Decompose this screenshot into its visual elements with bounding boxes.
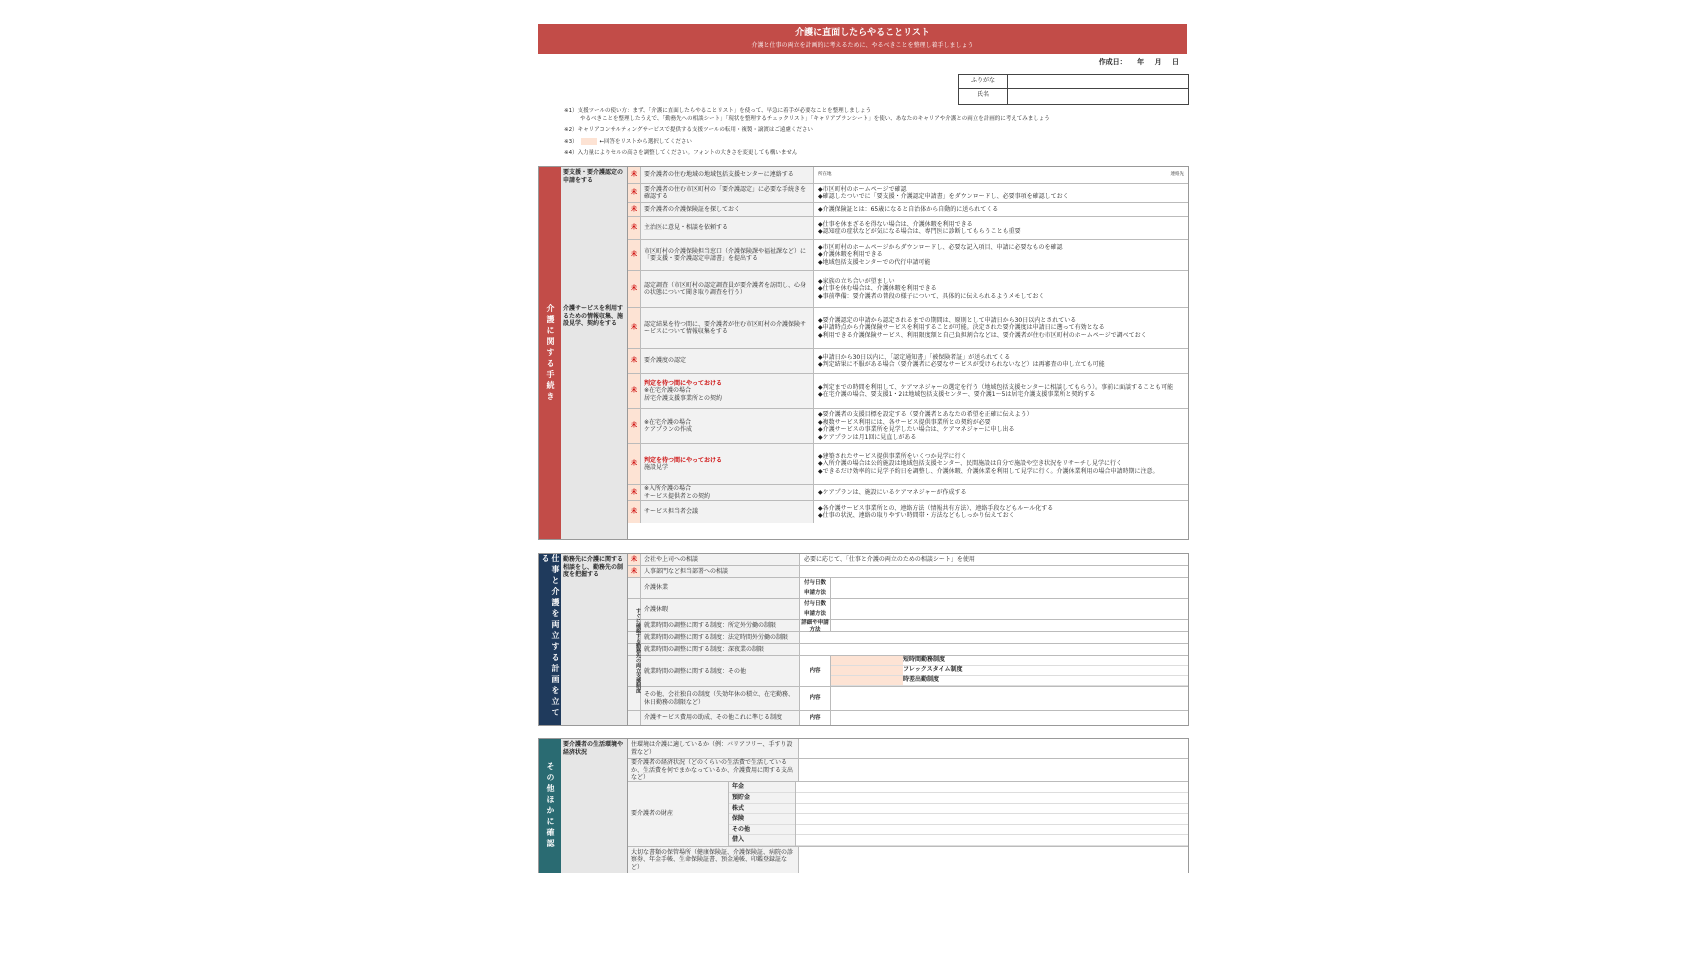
- info-line: ◆申請時点から介護保険サービスを利用することが可能。決定された要介護度は申請日に遡って有効となる: [818, 324, 1105, 332]
- table-row: [628, 349, 1188, 374]
- section3-group: [561, 739, 628, 873]
- task-cell: [641, 578, 800, 598]
- info-line: ◆各介護サービス事業所との、連絡方法（情報共有方法）、連絡手段などもルール化する: [818, 504, 1054, 512]
- input-cell[interactable]: [799, 759, 1188, 781]
- input-cell[interactable]: [831, 687, 1188, 710]
- task-label: 就業時間の調整に関する制度：法定時間外労働の制限: [644, 634, 789, 642]
- table-row: [628, 308, 1188, 349]
- info-line: ◆申請日から30日以内に、「認定通知書」「被保険者証」が送られてくる: [818, 353, 1011, 361]
- section3-band: その他ほかに確認: [539, 739, 561, 873]
- info-line: ◆判定までの時間を利用して、ケアマネジャーの選定を行う（地域包括支援センターに相談してもらう）。事前に面談することも可能: [818, 383, 1174, 391]
- task-cell: [641, 349, 814, 373]
- task-cell: [628, 759, 799, 781]
- section1-band: 介護に関する手続き: [539, 167, 561, 539]
- option-check[interactable]: [831, 676, 849, 685]
- task-cell: [641, 271, 814, 307]
- task-cell: [641, 644, 800, 655]
- option-fill[interactable]: [849, 666, 903, 675]
- table-row: [628, 687, 1188, 711]
- input-cell[interactable]: [799, 847, 1188, 873]
- task-cell: [641, 184, 814, 202]
- info-line: ◆介護サービスの事業所を見学したい場合は、ケアマネジャーに申し出る: [818, 426, 1015, 433]
- info-cell: [814, 184, 1188, 202]
- task-cell: [641, 620, 800, 631]
- asset-label: 借入: [729, 835, 795, 846]
- status-select[interactable]: 未: [628, 240, 641, 270]
- task-cell: [641, 217, 814, 239]
- task-cell: [628, 847, 799, 873]
- task-label: 就業時間の調整に関する制度：所定外労働の制限: [644, 622, 777, 630]
- info-line: ◆介護保険証とは：65歳になると自治体から自動的に送られてくる: [818, 205, 999, 213]
- page-subtitle: 介護と仕事の両立を計画的に考えるために、やるべきことを整理し着手しましょう: [751, 42, 974, 50]
- table-row: [628, 578, 1188, 599]
- name-label: 氏名: [959, 89, 1008, 104]
- status-select[interactable]: 未: [628, 374, 641, 408]
- task-label: 施設見学: [644, 464, 669, 471]
- section1-groups: [561, 167, 628, 539]
- detail-labels: [800, 599, 831, 619]
- info-line: ◆仕事の状況、連絡の取りやすい時間帯・方法などもしっかり伝えておく: [818, 512, 1015, 519]
- task-sublabel: 居宅介護支援事業所との契約: [644, 394, 723, 402]
- care-checklist-sheet: [538, 24, 1187, 871]
- group-certification: 要支援・要介護認定の申請をする: [563, 169, 624, 184]
- task-label: ※在宅介護の場合: [644, 418, 692, 426]
- task-label: 主治医に意見・相談を依頼する: [644, 224, 729, 232]
- task-cell: [641, 632, 800, 643]
- status-select[interactable]: 未: [628, 203, 641, 216]
- note-2: ※2）キャリアコンサルティングサービスで提供する支援ツールの転用・複製・譲渡はご遠慮ください: [564, 126, 813, 133]
- task-cell: [641, 711, 800, 725]
- task-label: 就業時間の調整に関する制度：その他: [644, 667, 747, 675]
- date-month: 月: [1154, 58, 1162, 66]
- info-line: 必要に応じて、「仕事と介護の両立のための相談シート」を使用: [804, 555, 975, 563]
- task-label: 市区町村の介護保険担当窓口（介護保険課や福祉課など）に「要支援・要介護認定申請書」を提出する: [644, 247, 807, 262]
- page-title: 介護に直面したらやることリスト: [795, 28, 930, 38]
- table-row: [628, 620, 1188, 632]
- status-select[interactable]: 未: [628, 444, 641, 484]
- task-label: 要介護者の財産: [631, 810, 674, 818]
- group-service-usage: 介護サービスを利用するための情報収集、施設見学、契約をする: [563, 305, 624, 327]
- input-cell[interactable]: [831, 711, 1188, 725]
- created-date-line: [538, 54, 1187, 72]
- detail-labels: [800, 620, 831, 634]
- info-cell: [814, 444, 1188, 484]
- info-line: 所在地: [818, 172, 832, 178]
- info-cell: [814, 203, 1188, 216]
- info-line: ◆確認したついでに「要支援・介護認定申請書」をダウンロードし、必要事項を確認しておく: [818, 193, 1069, 200]
- detail-label: 内容: [809, 667, 821, 674]
- info-cell: [814, 409, 1188, 443]
- info-cell: [814, 217, 1188, 239]
- detail-labels: [800, 711, 831, 725]
- table-row: [628, 167, 1188, 184]
- task-cell: [641, 566, 800, 577]
- section3-rows: [628, 739, 1188, 873]
- info-line: ◆要介護者の支援目標を設定する（要介護者とあなたの希望を正確に伝えよう）: [818, 411, 1033, 418]
- task-label: 住環境は介護に適しているか（例：バリアフリー、手すり設置など）: [631, 741, 793, 756]
- note-4: ※4）入力量によりセルの高さを調整してください。フォントの大きさを変更しても構いません: [564, 149, 798, 156]
- task-cell: [641, 409, 814, 443]
- section-care-procedures: [538, 166, 1189, 540]
- table-row: [628, 759, 1188, 782]
- table-row: [628, 444, 1188, 485]
- task-label: 介護休暇: [644, 605, 669, 613]
- input-cell[interactable]: [800, 644, 1188, 655]
- group-living-environment: 要介護者の生活環境や経済状況: [563, 741, 624, 756]
- input-cell[interactable]: [799, 739, 1188, 758]
- input-cell[interactable]: [831, 656, 1188, 686]
- option-label: 時差出勤制度: [903, 676, 940, 684]
- table-row: [628, 203, 1188, 217]
- option-label: フレックスタイム制度: [903, 666, 963, 674]
- task-label: ※入所介護の場合: [644, 485, 692, 492]
- info-line: ◆利用できる介護保険サービス、利用限度額と自己負担割合などは、要介護者が住む市区町村のホームページで調べておく: [818, 331, 1147, 339]
- date-label: 作成日：: [1098, 58, 1127, 66]
- info-cell: [814, 501, 1188, 523]
- detail-label: 内容: [809, 714, 821, 721]
- table-row: [628, 409, 1188, 444]
- asset-input[interactable]: [796, 782, 1188, 793]
- task-label: 要介護度の認定: [644, 357, 687, 365]
- input-cell[interactable]: [831, 620, 1188, 631]
- status-select[interactable]: 未: [628, 501, 641, 523]
- asset-values: [796, 782, 1188, 846]
- option-fill[interactable]: [849, 656, 903, 665]
- input-cell[interactable]: [831, 578, 1188, 598]
- status-select[interactable]: 未: [628, 308, 641, 348]
- table-row: [628, 485, 1188, 501]
- task-cell: [628, 739, 799, 758]
- detail-label: 申請方法: [803, 610, 826, 617]
- note-3: [564, 138, 1184, 146]
- status-select[interactable]: 未: [628, 184, 641, 202]
- asset-label: 預貯金: [729, 793, 795, 804]
- pending-swatch: [581, 138, 597, 145]
- table-row: [628, 632, 1188, 644]
- task-note: 判定を待つ間にやっておける: [644, 456, 723, 464]
- input-cell[interactable]: [800, 554, 1188, 565]
- option-row: [831, 656, 1188, 666]
- detail-label: 詳細や申請方法: [801, 620, 829, 634]
- info-cell: [814, 485, 1188, 500]
- table-row: [628, 782, 1188, 847]
- info-line: ◆市区町村のホームページからダウンロードし、必要な記入項目、申請に必要なものを確認: [818, 243, 1063, 251]
- task-cell: [641, 240, 814, 270]
- info-line: ◆できるだけ効率的に見学予約日を調整し、介護休暇、介護休業を利用して見学に行く。介護休業利用の場合申請時期に注意。: [818, 467, 1159, 475]
- task-cell: [641, 444, 814, 484]
- date-year: 年: [1137, 58, 1145, 66]
- task-label: 会社や上司への相談: [644, 555, 699, 563]
- info-line: ◆要介護認定の申請から認定されるまでの期間は、原則として申請日から30日以内とされている: [818, 316, 1077, 324]
- asset-input[interactable]: [796, 814, 1188, 825]
- task-label: 要介護者の住む市区町村の「要介護認定」に必要な手続きを確認する: [644, 185, 807, 200]
- task-label: サービス担当者会議: [644, 508, 699, 516]
- table-row: [628, 217, 1188, 240]
- status-select[interactable]: 未: [628, 485, 641, 500]
- info-line: ◆判定結果に不服がある場合（要介護者に必要なサービスが受けられないなど）は再審査の申し立ても可能: [818, 361, 1105, 368]
- task-label: 要介護者の介護保険証を探しておく: [644, 205, 741, 213]
- task-sublabel: ケアプランの作成: [644, 426, 693, 433]
- task-label: 認定調査（市区町村の認定調査員が要介護者を訪問し、心身の状態について聞き取り調査を行う）: [644, 281, 807, 296]
- task-cell: [641, 687, 800, 710]
- asset-label: 保険: [729, 814, 795, 825]
- info-cell: [814, 271, 1188, 307]
- option-row: [831, 676, 1188, 686]
- task-label: 介護サービス費用の助成、その他これに準じる制度: [644, 714, 783, 722]
- task-label: 要介護者の経済状況（どのくらいの生活費で生活しているか、生活費を何でまかなっているか、介護費用に関する支出など）: [631, 759, 794, 782]
- task-cell: [641, 599, 800, 619]
- asset-items: [729, 782, 796, 846]
- furigana-label: ふりがな: [959, 75, 1008, 88]
- detail-labels: [800, 687, 831, 710]
- note-3-label: ※3）: [564, 138, 578, 145]
- info-line: ◆事前準備：要介護者の普段の様子について、具体的に伝えられるようメモしておく: [818, 292, 1045, 300]
- info-line: ◆市区町村のホームページで確認: [818, 185, 907, 193]
- detail-labels: [800, 656, 831, 686]
- option-label: 短時間勤務制度: [903, 656, 946, 664]
- task-cell: [641, 501, 814, 523]
- asset-input[interactable]: [796, 825, 1188, 836]
- section2-rows: [628, 554, 1188, 725]
- task-cell: [641, 485, 814, 500]
- option-check[interactable]: [831, 666, 849, 675]
- status-select[interactable]: 未: [628, 271, 641, 307]
- table-row: [628, 847, 1188, 873]
- status-select[interactable]: 未: [628, 554, 641, 565]
- table-row: [628, 599, 1188, 620]
- task-label: 介護休業: [644, 584, 669, 592]
- section2-band: 仕事と介護を両立する計画を立てる: [539, 554, 561, 725]
- detail-label: 付与日数: [803, 579, 826, 586]
- task-label: 認定結果を待つ間に、要介護者が住む市区町村の介護保険サービスについて情報収集をする: [644, 320, 807, 335]
- info-cell: [814, 374, 1188, 408]
- table-row: [628, 739, 1188, 759]
- date-day: 日: [1172, 58, 1179, 66]
- table-row: [628, 184, 1188, 203]
- status-select[interactable]: 未: [628, 167, 641, 183]
- input-cell[interactable]: [831, 599, 1188, 619]
- task-label: 要介護者の住む地域の地域包括支援センターに連絡する: [644, 171, 794, 179]
- section-other-checks: [538, 738, 1189, 873]
- task-cell: [641, 554, 800, 565]
- status-select[interactable]: 未: [628, 349, 641, 373]
- group-workplace: 勤務先に介護に関する相談をし、勤務先の制度を把握する: [563, 556, 624, 578]
- input-cell[interactable]: [800, 632, 1188, 643]
- asset-label: 年金: [729, 782, 795, 793]
- task-cell: [641, 167, 814, 183]
- note-1: ※1）支援ツールの使い方：まず、「介護に直面したらやることリスト」を使って、早急に着手が必要なことを整理しましょう: [564, 108, 872, 114]
- section2-group: [561, 554, 628, 725]
- note-3-text: ←回答をリストから選択してください: [599, 138, 692, 145]
- table-row: [628, 374, 1188, 409]
- detail-label: 内容: [809, 695, 821, 702]
- info-line: ◆介護休暇を利用できる: [818, 251, 883, 259]
- task-label: ※在宅介護の場合: [644, 387, 692, 395]
- option-fill[interactable]: [849, 676, 903, 685]
- detail-label: 付与日数: [803, 600, 826, 607]
- table-row: [628, 240, 1188, 271]
- table-row: [628, 554, 1188, 566]
- task-sublabel: サービス提供者との契約: [644, 492, 711, 500]
- info-line: ◆在宅介護の場合、要支援1・2は地域包括支援センター、要介護1～5は居宅介護支援事業所と契約する: [818, 391, 1096, 398]
- info-cell: [814, 308, 1188, 348]
- info-line: 連絡先: [1170, 172, 1184, 178]
- status-select[interactable]: 未: [628, 566, 641, 577]
- table-row: [628, 644, 1188, 656]
- asset-input[interactable]: [796, 793, 1188, 804]
- info-line: ◆地域包括支援センターでの代行申請可能: [818, 258, 931, 266]
- task-label: 大切な書類の保管場所（健康保険証、介護保険証、病院の診察券、年金手帳、生命保険証書、預金通帳、印鑑登録証など）: [631, 848, 794, 871]
- task-cell: [641, 308, 814, 348]
- task-note: 判定を待つ間にやっておける: [644, 379, 723, 387]
- table-row: [628, 501, 1188, 523]
- task-label: その他、会社独自の制度（失効年休の積立、在宅勤務、休日勤務の制限など）: [644, 691, 795, 706]
- info-line: ◆入所介護の場合は公的施設は地域包括支援センター、民間施設は自分で施設や空き状況をリサーチし見学に行く: [818, 460, 1123, 468]
- option-row: [831, 666, 1188, 676]
- info-line: ◆認知症の症状などが気になる場合は、専門医に診断してもらうことも重要: [818, 228, 1021, 235]
- name-field[interactable]: [1008, 89, 1188, 104]
- info-cell: [814, 240, 1188, 270]
- task-cell: [641, 203, 814, 216]
- task-cell: [628, 782, 729, 846]
- table-row: [628, 711, 1188, 725]
- furigana-field[interactable]: [1008, 75, 1188, 88]
- vertical-label: すぐに確認する勤務先の両立支援制度: [635, 607, 641, 693]
- info-cell: [814, 349, 1188, 373]
- detail-labels: [800, 578, 831, 598]
- detail-label: 申請方法: [803, 589, 826, 596]
- name-box: [958, 74, 1189, 105]
- info-line: ◆家族の立ち合いが望ましい: [818, 277, 895, 285]
- info-line: ◆ケアプランは、施設にいるケアマネジャーが作成する: [818, 488, 967, 496]
- task-label: 人事部門など担当部署への相談: [644, 567, 729, 575]
- asset-label: 株式: [729, 804, 795, 815]
- status-select[interactable]: 未: [628, 409, 641, 443]
- section-work-care-plan: [538, 553, 1189, 726]
- input-cell[interactable]: [800, 566, 1188, 577]
- task-label: 就業時間の調整に関する制度：深夜業の制限: [644, 646, 765, 654]
- info-line: ◆仕事を休む場合は、介護休暇を利用できる: [818, 285, 937, 293]
- note-1b: やるべきことを整理したうえで、「勤務先への相談シート」「現状を整理するチェックリスト」「キャリアプランシート」を使い、あなたのキャリアや介護との両立を計画的に考えてみましょう: [580, 115, 1050, 122]
- asset-input[interactable]: [796, 835, 1188, 846]
- usage-notes: [564, 108, 1184, 160]
- info-line: ◆仕事を休まざるを得ない場合は、介護休暇を利用できる: [818, 220, 973, 228]
- task-cell: [641, 656, 800, 686]
- asset-label: その他: [729, 825, 795, 836]
- table-row: [628, 656, 1188, 687]
- asset-input[interactable]: [796, 804, 1188, 815]
- option-check[interactable]: [831, 656, 849, 665]
- info-line: ◆複数サービス利用には、各サービス提供事業所との契約が必要: [818, 418, 991, 426]
- task-cell: [641, 374, 814, 408]
- table-row: [628, 566, 1188, 578]
- section1-rows: [628, 167, 1188, 539]
- info-line: ◆建築されたサービス提供事業所をいくつか見学に行く: [818, 452, 967, 460]
- info-line: ◆ケアプランは月1回に見直しがある: [818, 433, 917, 441]
- title-bar: [538, 24, 1187, 54]
- table-row: [628, 271, 1188, 308]
- status-select[interactable]: 未: [628, 217, 641, 239]
- info-cell: [814, 167, 1188, 183]
